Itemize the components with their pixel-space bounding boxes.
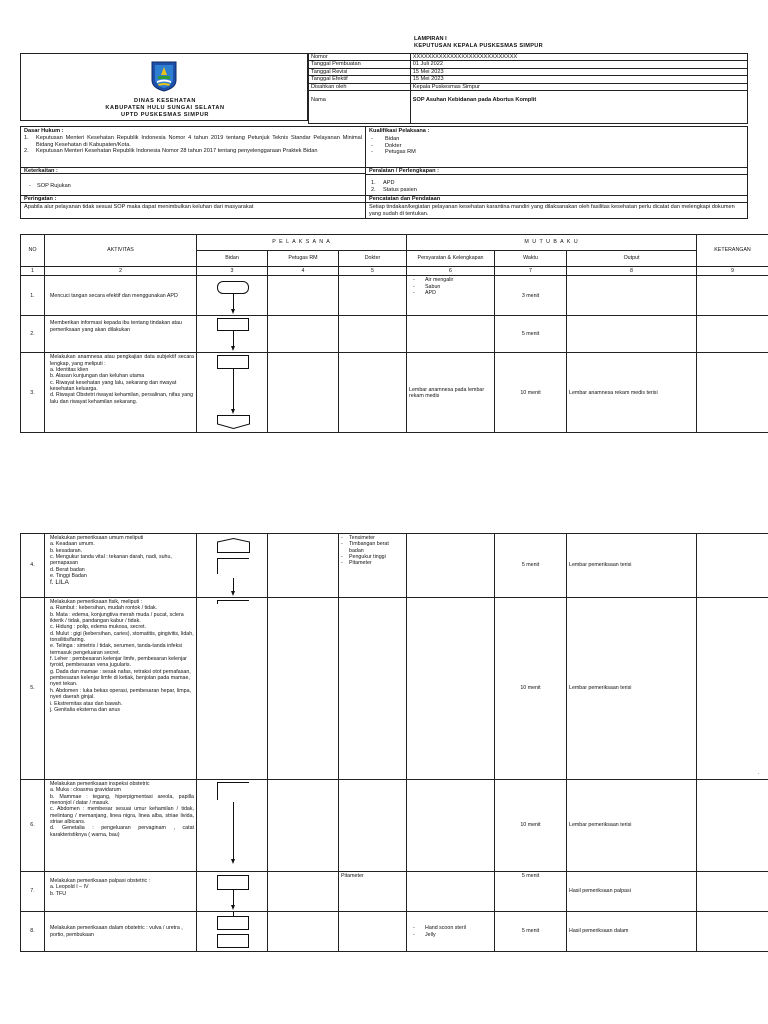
row-persyaratan — [407, 912, 495, 952]
flow-process — [217, 558, 249, 574]
row-waktu: 5 menit — [495, 316, 567, 353]
row-aktivitas: Mencuci tangan secara efektif dan menggunakan APD — [45, 276, 197, 316]
aktivitas-item: j. Genitalia eksterna dan anus — [50, 706, 121, 713]
aktivitas-item: f. Leher : pembesaran kelenjar limfe, pembesaran kelenjar tyroid, pembesaran vena jugularis. — [50, 656, 187, 669]
flow-process — [217, 934, 249, 948]
dokter-item: - Pengukur tinggi — [341, 554, 404, 560]
aktivitas-item: b. kesadaran. — [50, 547, 83, 554]
table-row — [21, 276, 768, 316]
row-no: 5. — [21, 598, 45, 780]
row-no: 6. — [21, 780, 45, 872]
aktivitas-intro: Melakukan pemeriksaan inspeksi obstetric — [50, 781, 150, 787]
aktivitas-item: b. TFU — [50, 890, 67, 897]
table-row — [21, 872, 768, 912]
col-num: 2 — [45, 267, 197, 276]
aktivitas-item: g. Dada dan mamae : sesak nafas, retraksi otot pernafasan, pembesaran kelenjar limfe di ketiak, benjolan pada mamae, nyeri tekan. — [50, 668, 191, 688]
lampiran-label: LAMPIRAN I — [414, 36, 447, 42]
row-output: Hasil pemeriksaan dalam — [567, 912, 697, 952]
syarat-item: - APD — [413, 290, 492, 296]
row-no: 7. — [21, 872, 45, 912]
aktivitas-intro: Melakukan pemeriksaan palpasi obstetric : — [50, 878, 151, 884]
flow-offpage-connector — [217, 538, 250, 553]
aktivitas-item: a. Muka : cloasma gravidarum — [50, 787, 121, 794]
table-row — [21, 912, 768, 952]
row-no: 4. — [21, 534, 45, 598]
row-aktivitas — [45, 780, 197, 872]
pencatatan-title: Pencatatan dan Pendataan — [369, 196, 441, 202]
org-box — [20, 53, 308, 121]
aktivitas-item: b. Mata : edema, konjungtiva merah muda / pucat, sclera ikterik / tidak, pandangan kabur / tidak. — [50, 611, 184, 625]
header-keterangan: KETERANGAN — [697, 235, 768, 267]
row-no: 3. — [21, 353, 45, 433]
meta-value: Kepala Puskesmas Simpur — [410, 83, 747, 90]
row-dokter: Pitameter — [339, 872, 407, 912]
col-num: 7 — [495, 267, 567, 276]
keputusan-label: KEPUTUSAN KEPALA PUSKESMAS SIMPUR — [414, 43, 543, 49]
row-persyaratan: Lembar anamnesa pada lembar rekam medis — [407, 353, 495, 433]
flow-bidan-2 — [197, 316, 268, 353]
header-aktivitas: AKTIVITAS — [45, 235, 197, 267]
header-petugas-rm: Petugas RM — [268, 251, 339, 267]
header-pelaksana: P E L A K S A N A — [197, 235, 407, 251]
col-num: 6 — [407, 267, 495, 276]
peringatan-title: Peringatan : — [24, 196, 57, 202]
syarat-item: - Air mengalir — [413, 277, 492, 283]
peralatan-list: 1. APD 2. Status pasien — [371, 180, 417, 193]
meta-label: Tanggal Pembuatan — [309, 61, 411, 68]
aktivitas-intro: Melakukan pemeriksaan fisik, meliputi : — [50, 599, 143, 605]
aktivitas-item: a. Leopold I – IV — [50, 884, 89, 891]
dasar-hukum-item: Keputusan Menteri Kesehatan Republik Indonesia Nomor 28 tahun 2017 tentang penyelenggaraan Praktek Bidan — [36, 148, 318, 155]
row-waktu: 10 menit — [495, 780, 567, 872]
aktivitas-item: h. Abdomen : luka bekas operasi, pembesaran hepar, limpa, nyeri daerah ginjal. — [50, 687, 192, 701]
syarat-item: - Jelly — [413, 932, 492, 938]
row-no: 1. — [21, 276, 45, 316]
meta-value: 01 Juli 2022 — [410, 61, 747, 68]
row-no: 2. — [21, 316, 45, 353]
flow-bidan-5 — [197, 598, 268, 780]
meta-label: Disahkan oleh — [309, 83, 411, 90]
kualifikasi-item: - Petugas RM — [371, 149, 416, 156]
flow-offpage-connector — [217, 415, 250, 429]
sop-table-part-2 — [20, 533, 768, 952]
table-row — [21, 534, 768, 598]
kualifikasi-list — [371, 136, 416, 156]
aktivitas-item: d. Mulut : gigi (kebersihan, caries), stomatitis, gingivitis, lidah, tonsilitis/faring. — [50, 630, 194, 644]
meta-label: Nomor — [309, 54, 411, 61]
row-waktu: 10 menit — [495, 353, 567, 433]
row-waktu: 5 menit — [495, 872, 567, 912]
meta-value: XXXXXXXXXXXXXXXXXXXXXXXXXXXX — [410, 54, 747, 61]
row-aktivitas — [45, 872, 197, 912]
aktivitas-item: c. Abdomen : membesar sesuai umur kehamilan / tidak, melintang / memanjang, linea nigra, linea alba, striae livida, striae albicans. — [50, 806, 194, 826]
meta-value: 15 Mei 2023 — [410, 76, 747, 83]
meta-label: Tanggal Revisi — [309, 68, 411, 75]
aktivitas-item: b. Alasan kunjungan dan keluhan utama — [50, 373, 145, 380]
col-num: 4 — [268, 267, 339, 276]
dokter-item: - Pitameter — [341, 560, 404, 566]
row-aktivitas — [45, 598, 197, 780]
aktivitas-item: b. Mammae : tegang, hiperpigmentasi areola, papilla menonjol / datar / masuk. — [50, 793, 194, 807]
page-mark: . — [758, 770, 760, 776]
col-num: 1 — [21, 267, 45, 276]
aktivitas-item: i. Ekstremitas atas dan bawah. — [50, 700, 123, 707]
org-line-3: UPTD PUSKESMAS SIMPUR — [120, 111, 210, 118]
row-waktu: 5 menit — [495, 534, 567, 598]
kualifikasi-title: Kualifikasi Pelaksana : — [369, 128, 430, 134]
kabupaten-logo-icon — [149, 60, 179, 92]
aktivitas-item: d. Riwayat Obstetri riwayat kehamilan, persalinan, nifas yang lalu dan riwayat kehamilan sekarang. — [50, 392, 194, 405]
meta-value: 15 Mei 2023 — [410, 68, 747, 75]
table-row — [21, 598, 768, 780]
syarat-item: - Sabun — [413, 284, 492, 290]
table-row — [21, 353, 768, 433]
syarat-item: - Hand scoon steril — [413, 925, 492, 931]
flow-process — [217, 600, 249, 604]
row-output: Lembar anamnesa rekam medis terisi — [567, 353, 697, 433]
aktivitas-intro: Melakukan anamnesa atau pengkajian data subjektif secara lengkap, yang meliputi : — [50, 354, 194, 367]
header-bidan: Bidan — [197, 251, 268, 267]
meta-label: Nama — [309, 91, 411, 124]
org-line-1: DINAS KESEHATAN — [134, 98, 196, 104]
row-waktu: 5 menit — [495, 912, 567, 952]
dokter-item: - Tensimeter — [341, 535, 404, 541]
header-dokter: Dokter — [339, 251, 407, 267]
aktivitas-intro: Melakukan pemeriksaan umum meliputi — [50, 535, 144, 541]
col-num: 3 — [197, 267, 268, 276]
peringatan-text: Apabila alur pelayanan tidak sesuai SOP maka dapat menimbulkan keluhan dari masyarakat — [24, 204, 254, 210]
aktivitas-item: a. Keadaan umum. — [50, 541, 95, 548]
header-waktu: Waktu — [495, 251, 567, 267]
table-row — [21, 780, 768, 872]
row-aktivitas: Memberikan informasi kepada ibu tentang tindakan atau pemeriksaan yang akan dilakukan — [45, 316, 197, 353]
table-row — [21, 316, 768, 353]
flow-bidan-6 — [197, 780, 268, 872]
aktivitas-item: f. LILA — [50, 579, 69, 587]
aktivitas-item: c. Mengukur tanda vital : tekanan darah, nadi, suhu, pernapasan — [50, 554, 172, 567]
row-waktu: 10 menit — [495, 598, 567, 780]
aktivitas-item: a. Rambut : kebersihan, mudah rontok / tidak. — [50, 605, 158, 612]
aktivitas-item: e. Telinga : simetris / tidak, serumen, tanda-tanda infeksi termasuk pengeluaran secret. — [50, 643, 183, 656]
row-output: Lembar pemeriksaan terisi — [567, 780, 697, 872]
flow-process — [217, 875, 249, 890]
col-num: 8 — [567, 267, 697, 276]
row-persyaratan — [407, 276, 495, 316]
aktivitas-item: a. Identitas klien — [50, 367, 89, 374]
peralatan-title: Peralatan / Perlengkapan : — [369, 168, 439, 174]
dasar-hukum-list: 1. Keputusan Menteri Kesehatan Republik Indonesia Nomor 4 tahun 2019 tentang Petunjuk Teknis Standar Pelayanan Minimal Bidang Kesehatan di Kabupaten/Kota. 2. Keputusan Menteri Kesehatan Republik Indonesia Nomor 28 tahun 2017 tentang penyelenggaraan Praktek Bidan — [24, 135, 362, 155]
dokter-item: - Timbangan berat badan — [341, 541, 404, 554]
row-no: 8. — [21, 912, 45, 952]
org-line-2: KABUPATEN HULU SUNGAI SELATAN — [105, 104, 225, 111]
header-persyaratan: Persyaratan & Kelengkapan — [407, 251, 495, 267]
row-waktu: 3 menit — [495, 276, 567, 316]
meta-label: Tanggal Efektif — [309, 76, 411, 83]
kualifikasi-item: - Dokter — [371, 143, 416, 150]
sop-table-part-1 — [20, 234, 768, 433]
flow-bidan-8 — [197, 912, 268, 952]
flow-bidan-3 — [197, 353, 268, 433]
dasar-hukum-title: Dasar Hukum : — [24, 128, 64, 134]
pencatatan-text: Setiap tindakan/kegiatan pelayanan kesehatan karantina mandiri yang dilaksanakan oleh fasilitas kesehatan perlu dicatat dan melengkapi dokumen yang sudah di tentukan. — [369, 204, 735, 217]
row-aktivitas — [45, 353, 197, 433]
peralatan-item: APD — [383, 180, 395, 186]
flow-process — [217, 916, 249, 930]
sop-title: SOP Asuhan Kebidanan pada Abortus Komplit — [410, 91, 747, 124]
kualifikasi-item: - Bidan — [371, 136, 416, 143]
header-output: Output — [567, 251, 697, 267]
aktivitas-item: d. Genetalia : pengeluaran pervaginam , catat karakteristiknya ( warna, bau) — [50, 825, 194, 838]
col-num: 5 — [339, 267, 407, 276]
row-output: Lembar pemeriksaan terisi — [567, 598, 697, 780]
header-no: NO — [21, 235, 45, 267]
row-output: Hasil pemeriksaan palpasi — [567, 872, 697, 912]
flow-bidan-1 — [197, 276, 268, 316]
row-aktivitas — [45, 534, 197, 598]
keterkaitan-list — [29, 183, 71, 190]
flow-bidan-4 — [197, 534, 268, 598]
flow-terminator — [217, 281, 249, 294]
flow-process — [217, 782, 249, 800]
info-block — [20, 126, 748, 219]
dasar-hukum-item: Keputusan Menteri Kesehatan Republik Indonesia Nomor 4 tahun 2019 tentang Petunjuk Teknis Standar Pelayanan Minimal Bidang Kesehatan di Kabupaten/Kota. — [36, 135, 362, 148]
col-num: 9 — [697, 267, 768, 276]
flow-bidan-7 — [197, 872, 268, 912]
aktivitas-item: c. Hidung : polip, edema mukosa, secret. — [50, 624, 146, 631]
aktivitas-item: c. Riwayat kesehatan yang lalu, sekarang dan riwayat kesehatan keluarga. — [50, 379, 177, 393]
keterkaitan-title: Keterkaitan : — [24, 168, 58, 174]
aktivitas-item: e. Tinggi Badan — [50, 573, 87, 580]
flow-process — [217, 355, 249, 369]
keterkaitan-item: - SOP Rujukan — [29, 183, 71, 190]
meta-table — [308, 53, 748, 124]
aktivitas-item: d. Berat badan — [50, 566, 85, 573]
header-mutu-baku: M U T U B A K U — [407, 235, 697, 251]
row-aktivitas: Melakukan pemeriksaan dalam obstetric : vulva / uretra , portio, pembukaan — [45, 912, 197, 952]
peralatan-item: Status pasien — [383, 186, 417, 193]
row-output: Lembar pemeriksaan terisi — [567, 534, 697, 598]
row-dokter — [339, 534, 407, 598]
flow-process — [217, 318, 249, 331]
